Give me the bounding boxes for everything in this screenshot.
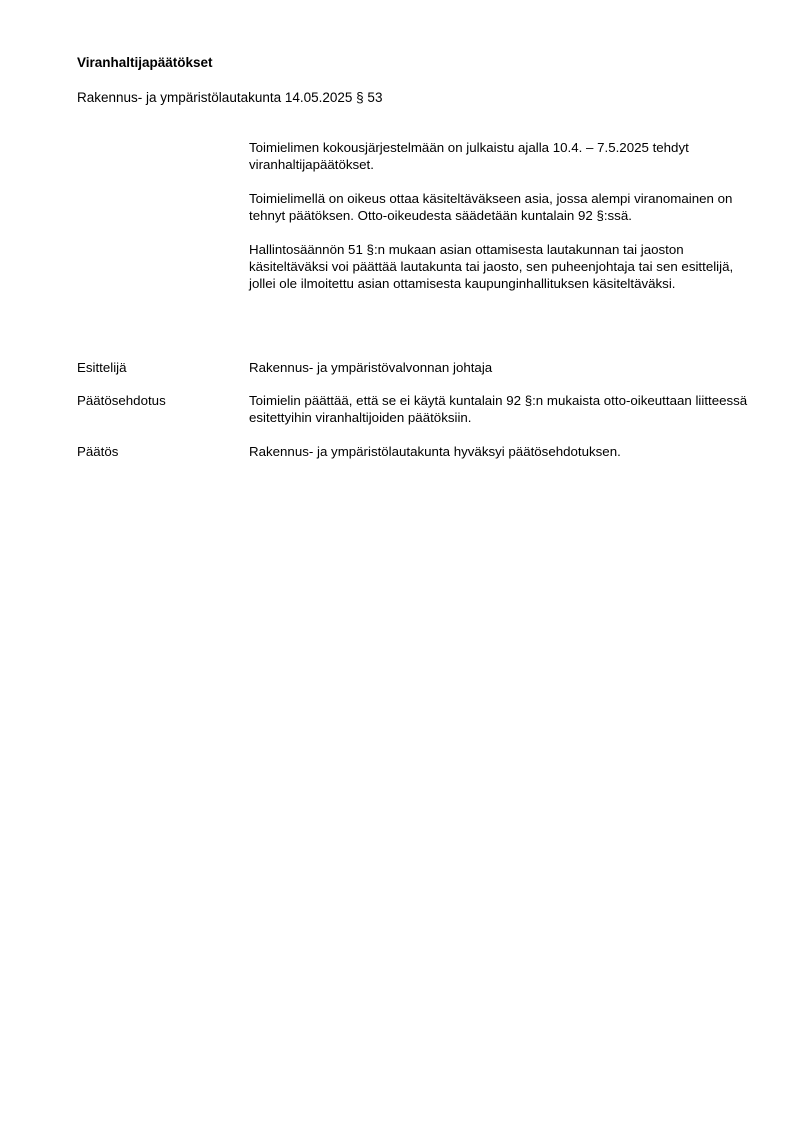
paragraph-otto-right: Toimielimellä on oikeus ottaa käsiteltäväkseen asia, jossa alempi viranomainen on tehnyt päätöksen. Otto-oikeudesta säädetään kuntalain 92 §:ssä.	[249, 191, 733, 223]
document-title: Viranhaltijapäätökset	[77, 55, 213, 70]
presenter-label: Esittelijä	[77, 360, 127, 375]
presenter-value: Rakennus- ja ympäristövalvonnan johtaja	[249, 360, 493, 375]
paragraph-publication: Toimielimen kokousjärjestelmään on julkaistu ajalla 10.4. – 7.5.2025 tehdyt viranhaltijapäätökset.	[249, 140, 689, 172]
body-text	[249, 139, 749, 309]
paragraph-administrative-rule: Hallintosäännön 51 §:n mukaan asian ottamisesta lautakunnan tai jaoston käsiteltäväksi voi päättää lautakunta tai jaosto, sen puheenjohtaja tai sen esittelijä, jollei ole ilmoitettu asian ottamisesta kaupunginhallituksen käsiteltäväksi.	[249, 242, 734, 291]
decision-value: Rakennus- ja ympäristölautakunta hyväksyi päätösehdotuksen.	[249, 444, 621, 459]
proposal-label: Päätösehdotus	[77, 393, 166, 408]
meeting-reference: Rakennus- ja ympäristölautakunta 14.05.2025 § 53	[77, 90, 383, 105]
decision-label: Päätös	[77, 444, 119, 459]
proposal-value: Toimielin päättää, että se ei käytä kuntalain 92 §:n mukaista otto-oikeuttaan liitteessä esitettyihin viranhaltijoiden päätöksiin.	[249, 393, 748, 425]
